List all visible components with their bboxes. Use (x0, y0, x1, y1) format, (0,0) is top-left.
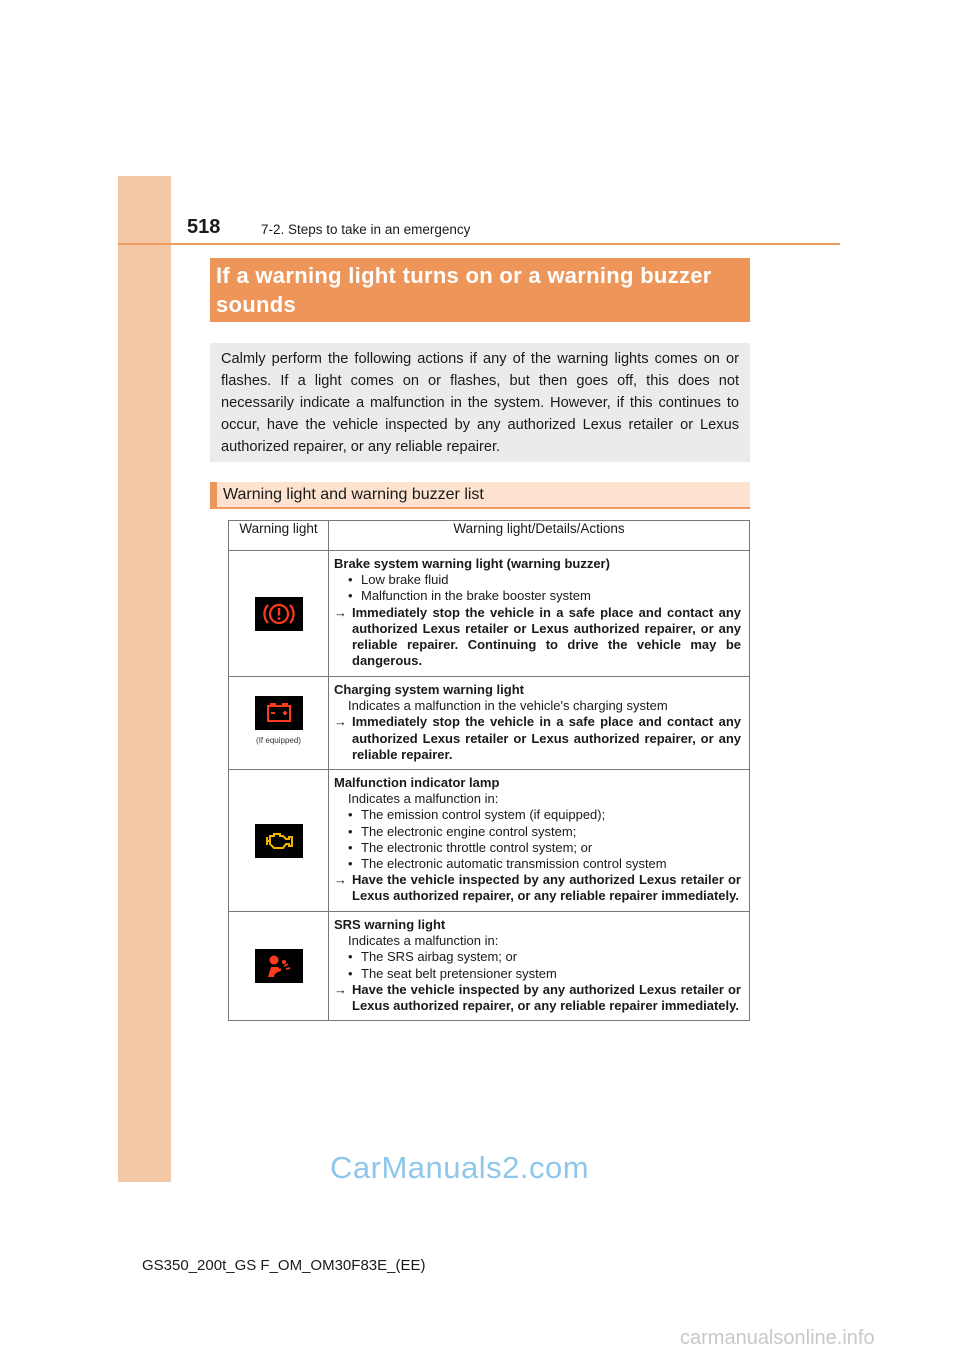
row-description: Indicates a malfunction in: (348, 791, 499, 807)
bullet: • The electronic automatic transmission control system (334, 856, 741, 872)
brake-warning-icon (255, 597, 303, 631)
watermark: CarManuals2.com (330, 1150, 590, 1185)
arrow-icon: → (334, 981, 347, 997)
bullet: • The electronic engine control system; (334, 824, 741, 840)
row-title: Malfunction indicator lamp (334, 775, 500, 791)
header-cell: Warning light (229, 521, 329, 551)
page-number: 518 (187, 216, 221, 238)
action-text: Have the vehicle inspected by any authorized Lexus retailer or Lexus authorized repairer, or any reliable repairer immediately. (352, 872, 741, 904)
action-text: Immediately stop the vehicle in a safe place and contact any authorized Lexus retailer or Lexus authorized repairer, or any reliable repairer. (352, 714, 741, 762)
if-equipped-note: (If equipped) (256, 736, 301, 746)
srs-airbag-icon (255, 949, 303, 983)
row-title: SRS warning light (334, 917, 446, 933)
watermark-site: carmanualsonline.info (680, 1327, 875, 1349)
bullet: • Low brake fluid (334, 572, 741, 588)
warning-table (228, 520, 750, 1021)
engine-check-icon (255, 824, 303, 858)
footer-doc-code: GS350_200t_GS F_OM_OM30F83E_(EE) (142, 1257, 426, 1274)
table-row (229, 770, 750, 912)
bullet: • The seat belt pretensioner system (334, 966, 741, 982)
bullet: • Malfunction in the brake booster system (334, 588, 741, 604)
table-row (229, 551, 750, 677)
subheading: Warning light and warning buzzer list (210, 482, 750, 509)
bullet: • The electronic throttle control system; or (334, 840, 741, 856)
row-title: Brake system warning light (warning buzzer) (334, 556, 610, 571)
table-row (229, 912, 750, 1021)
row-title: Charging system warning light (334, 682, 524, 697)
table-header (229, 521, 750, 551)
arrow-icon: → (334, 872, 347, 888)
row-description: Indicates a malfunction in the vehicle's charging system (348, 698, 668, 714)
arrow-icon: → (334, 604, 347, 620)
intro-text: Calmly perform the following actions if any of the warning lights comes on or flashes. If a light comes on or flashes, but then goes off, this does not necessarily indicate a malfunction in the system. However, if this continues to occur, have the vehicle inspected by any authorized Lexus retailer or Lexus authorized repairer, or any reliable repairer. (210, 343, 750, 462)
action-text: Immediately stop the vehicle in a safe place and contact any authorized Lexus retailer or Lexus authorized repairer, or any reliable repairer. Continuing to drive the vehicle may be dangerous. (352, 604, 741, 669)
section-title: 7-2. Steps to take in an emergency (261, 222, 471, 237)
side-tab-strip (118, 176, 171, 1182)
battery-charging-icon (255, 696, 303, 730)
header-cell: Warning light/Details/Actions (329, 521, 750, 551)
table-row (229, 677, 750, 770)
bullet: • The emission control system (if equipped); (334, 807, 741, 823)
page-title: If a warning light turns on or a warning buzzer sounds (210, 258, 750, 322)
arrow-icon: → (334, 714, 347, 730)
action-text: Have the vehicle inspected by any authorized Lexus retailer or Lexus authorized repairer, or any reliable repairer immediately. (352, 981, 741, 1014)
row-description: Indicates a malfunction in: (348, 933, 499, 949)
bullet: • The SRS airbag system; or (334, 949, 741, 965)
header-divider (118, 243, 840, 245)
